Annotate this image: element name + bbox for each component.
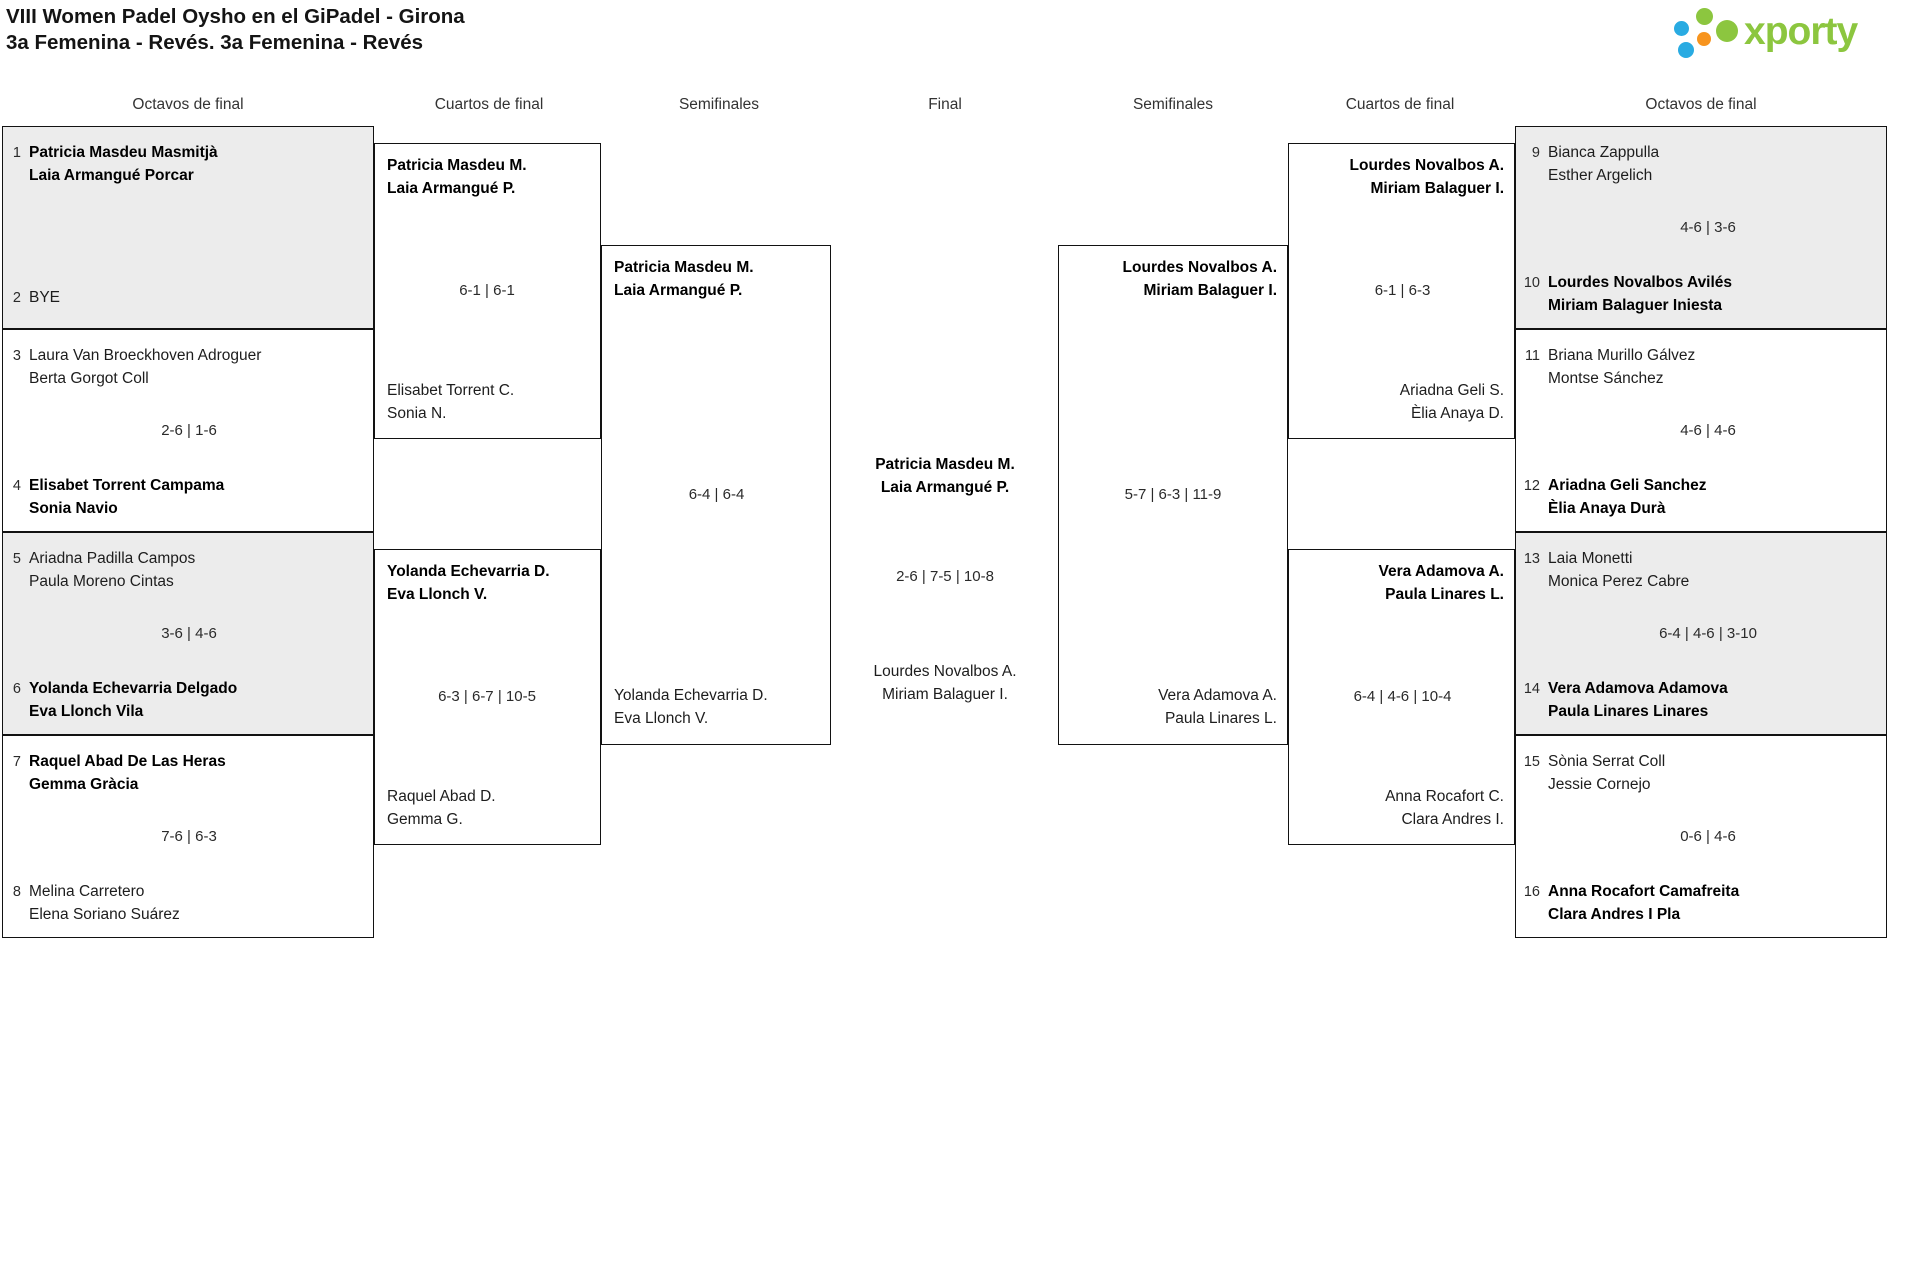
team-name: Patricia Masdeu M. — [875, 456, 1015, 473]
seed-number: 3 — [12, 348, 21, 364]
match-score: 2-6 | 7-5 | 10-8 — [896, 568, 994, 585]
round-header-left-r16: Octavos de final — [132, 96, 244, 113]
match-box[interactable] — [1515, 126, 1887, 329]
seed-number: 10 — [1523, 275, 1540, 291]
match-box[interactable] — [1058, 245, 1288, 745]
team-name: Yolanda Echevarria Delgado — [29, 680, 238, 697]
team-name: Vera Adamova A. — [1378, 563, 1504, 580]
team-name: Yolanda Echevarria D. — [387, 563, 550, 580]
seed-number: 2 — [12, 290, 21, 306]
tournament-title — [6, 4, 465, 56]
title-line-2: 3a Femenina - Revés. 3a Femenina - Revés — [6, 31, 424, 54]
team-name: Paula Linares L. — [1164, 710, 1277, 727]
team-name: Ariadna Geli Sanchez — [1548, 477, 1707, 494]
match-score: 6-4 | 6-4 — [688, 486, 745, 503]
team-name: Bianca Zappulla — [1548, 144, 1660, 161]
team-name: Sonia Navio — [29, 500, 118, 517]
seed-number: 5 — [12, 551, 21, 567]
team-name: Lourdes Novalbos Avilés — [1548, 274, 1733, 291]
team-name: Yolanda Echevarria D. — [614, 687, 768, 704]
team-name: Clara Andres I Pla — [1548, 906, 1681, 923]
team-name: Esther Argelich — [1548, 167, 1653, 184]
team-name: Eva Llonch V. — [387, 586, 488, 603]
round-header-right-sf: Semifinales — [1132, 96, 1214, 113]
team-name: Monica Perez Cabre — [1548, 573, 1690, 590]
team-name: Vera Adamova Adamova — [1548, 680, 1728, 697]
team-name: Laia Armangué Porcar — [29, 167, 194, 184]
team-name: Anna Rocafort Camafreita — [1548, 883, 1740, 900]
seed-number: 6 — [12, 681, 21, 697]
seed-number: 8 — [12, 884, 21, 900]
logo-dot-blue-left — [1674, 21, 1689, 36]
team-name: Laia Armangué P. — [614, 282, 743, 299]
match-box[interactable] — [2, 532, 374, 735]
match-score: 2-6 | 1-6 — [161, 422, 217, 439]
match-score: 5-7 | 6-3 | 11-9 — [1124, 486, 1222, 503]
team-name: Ariadna Geli S. — [1399, 382, 1504, 399]
match-box[interactable] — [2, 735, 374, 938]
team-name: Miriam Balaguer I. — [1143, 282, 1277, 299]
logo-dot-orange — [1697, 32, 1711, 46]
team-name: Laia Monetti — [1548, 550, 1633, 567]
final-match[interactable] — [831, 455, 1059, 735]
team-name: Anna Rocafort C. — [1385, 788, 1504, 805]
team-name: Patricia Masdeu Masmitjà — [29, 144, 218, 161]
team-name: Berta Gorgot Coll — [29, 370, 149, 387]
round-header-right-r16: Octavos de final — [1645, 96, 1757, 113]
team-name: Gemma G. — [387, 811, 463, 828]
team-name: Miriam Balaguer I. — [882, 686, 1008, 703]
team-name: Miriam Balaguer Iniesta — [1548, 297, 1723, 314]
match-score: 4-6 | 3-6 — [1680, 219, 1736, 236]
team-name: Raquel Abad De Las Heras — [29, 753, 226, 770]
match-box[interactable] — [2, 329, 374, 532]
match-score: 6-4 | 4-6 | 10-4 — [1353, 688, 1452, 705]
team-name: Jessie Cornejo — [1548, 776, 1651, 793]
seed-number: 9 — [1531, 145, 1540, 161]
team-name: Miriam Balaguer I. — [1370, 180, 1504, 197]
team-name: Lourdes Novalbos A. — [1349, 157, 1504, 174]
match-box[interactable] — [374, 143, 601, 439]
match-box[interactable] — [1515, 735, 1887, 938]
team-name: Patricia Masdeu M. — [387, 157, 527, 174]
team-name: Montse Sánchez — [1548, 370, 1664, 387]
page-header — [0, 0, 1920, 72]
team-name: Vera Adamova A. — [1158, 687, 1277, 704]
match-box[interactable] — [1515, 532, 1887, 735]
seed-number: 4 — [12, 478, 21, 494]
round-header-left-sf: Semifinales — [678, 96, 760, 113]
team-name: Raquel Abad D. — [387, 788, 496, 805]
team-name: Ariadna Padilla Campos — [29, 550, 196, 567]
logo-dot-blue-bottom — [1678, 42, 1694, 58]
match-score: 4-6 | 4-6 — [1680, 422, 1736, 439]
team-name: Paula Moreno Cintas — [29, 573, 174, 590]
match-box[interactable] — [374, 549, 601, 845]
team-name: Lourdes Novalbos A. — [873, 663, 1017, 680]
team-name: Paula Linares Linares — [1548, 703, 1709, 720]
match-box[interactable] — [601, 245, 831, 745]
seed-number: 12 — [1523, 478, 1540, 494]
team-name: Elena Soriano Suárez — [29, 906, 180, 923]
match-score: 6-4 | 4-6 | 3-10 — [1659, 625, 1757, 642]
team-name: Eva Llonch Vila — [29, 703, 144, 720]
seed-number: 14 — [1523, 681, 1540, 697]
team-name: Gemma Gràcia — [29, 776, 139, 793]
team-name: Clara Andres I. — [1401, 811, 1504, 828]
logo-wordmark: xporty — [1744, 10, 1858, 53]
team-name: Melina Carretero — [29, 883, 145, 900]
team-name: Laia Armangué P. — [880, 479, 1010, 496]
team-name: Eva Llonch V. — [614, 710, 709, 727]
match-box[interactable] — [1288, 143, 1515, 439]
match-score: 0-6 | 4-6 — [1680, 828, 1736, 845]
match-score: 6-3 | 6-7 | 10-5 — [438, 688, 536, 705]
team-name: Sònia Serrat Coll — [1548, 753, 1666, 770]
team-name: Elisabet Torrent Campama — [29, 477, 225, 494]
team-name: Paula Linares L. — [1385, 586, 1504, 603]
title-line-1: VIII Women Padel Oysho en el GiPadel - Girona — [6, 5, 465, 28]
seed-number: 11 — [1524, 348, 1540, 364]
logo-dot-green-top — [1696, 8, 1713, 25]
seed-number: 7 — [12, 754, 21, 770]
round-header-right-qf: Cuartos de final — [1345, 96, 1455, 113]
team-name: Èlia Anaya Durà — [1548, 500, 1666, 517]
match-score: 6-1 | 6-1 — [459, 282, 515, 299]
xporty-logo — [1672, 6, 1902, 62]
team-name: Laura Van Broeckhoven Adroguer — [29, 347, 262, 364]
team-name: Briana Murillo Gálvez — [1548, 347, 1696, 364]
team-name: BYE — [29, 289, 61, 306]
team-name: Laia Armangué P. — [387, 180, 516, 197]
team-name: Patricia Masdeu M. — [614, 259, 754, 276]
round-header-left-qf: Cuartos de final — [434, 96, 544, 113]
seed-number: 15 — [1523, 754, 1540, 770]
round-header-final: Final — [928, 96, 962, 113]
match-score: 7-6 | 6-3 — [161, 828, 217, 845]
match-box[interactable] — [1288, 549, 1515, 845]
team-name: Elisabet Torrent C. — [387, 382, 515, 399]
match-box[interactable] — [2, 126, 374, 329]
team-name: Èlia Anaya D. — [1410, 405, 1504, 422]
match-score: 6-1 | 6-3 — [1374, 282, 1431, 299]
team-name: Sonia N. — [387, 405, 447, 422]
seed-number: 16 — [1523, 884, 1540, 900]
match-box[interactable] — [1515, 329, 1887, 532]
seed-number: 13 — [1523, 551, 1540, 567]
match-score: 3-6 | 4-6 — [161, 625, 217, 642]
logo-dot-green-mid — [1716, 20, 1738, 42]
seed-number: 1 — [12, 145, 21, 161]
team-name: Lourdes Novalbos A. — [1122, 259, 1277, 276]
